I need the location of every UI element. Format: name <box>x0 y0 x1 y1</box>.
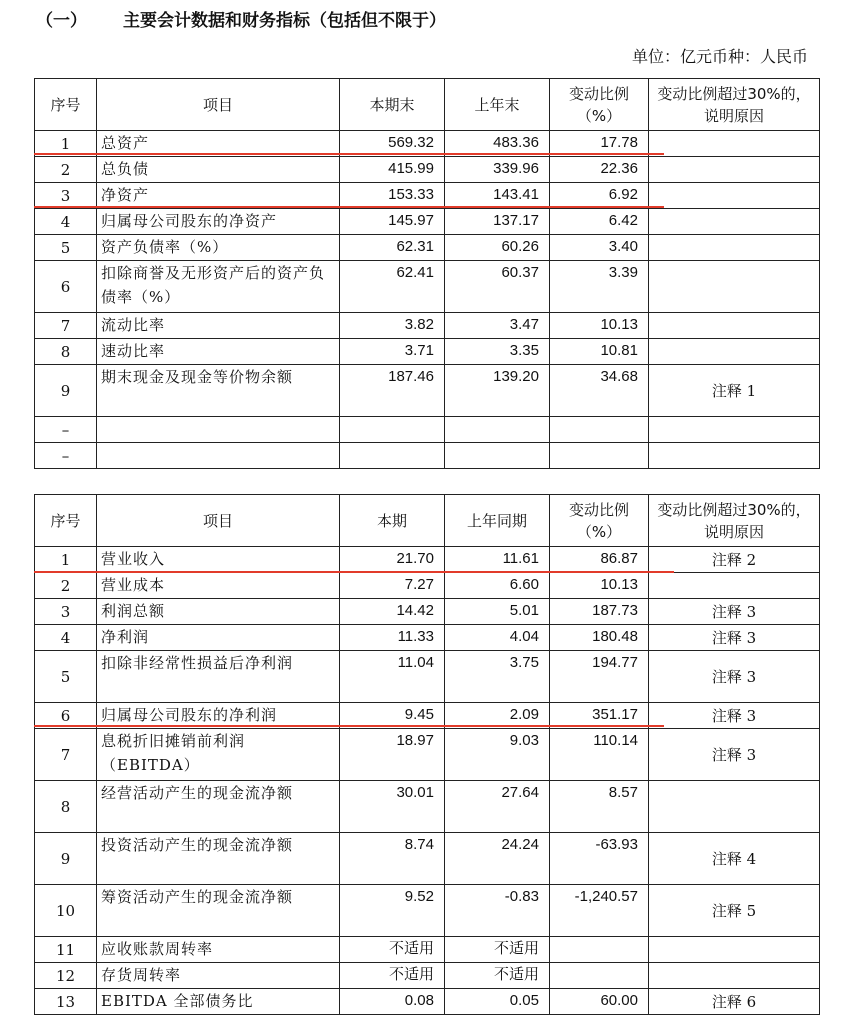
section-heading <box>36 6 446 31</box>
cell-current <box>340 417 445 443</box>
cell-change: 6.42 <box>550 209 649 235</box>
cell-change <box>550 963 649 989</box>
cell-item: 归属母公司股东的净利润 <box>97 703 340 729</box>
cell-previous: 4.04 <box>445 625 550 651</box>
cell-change: 187.73 <box>550 599 649 625</box>
header-seq: 序号 <box>35 495 97 547</box>
balance-sheet-table <box>34 78 820 469</box>
cell-item: 总负债 <box>97 157 340 183</box>
cell-reason <box>649 443 820 469</box>
cell-item: 息税折旧摊销前利润（EBITDA） <box>97 729 340 781</box>
cell-item: 投资活动产生的现金流净额 <box>97 833 340 885</box>
cell-item: 存货周转率 <box>97 963 340 989</box>
cell-previous: -0.83 <box>445 885 550 937</box>
cell-reason: 注释 3 <box>649 599 820 625</box>
cell-seq: 13 <box>35 989 97 1015</box>
table-header-row <box>35 495 820 547</box>
cell-item: 扣除非经常性损益后净利润 <box>97 651 340 703</box>
cell-current: 不适用 <box>340 937 445 963</box>
table-row <box>35 573 820 599</box>
cell-current: 8.74 <box>340 833 445 885</box>
cell-current: 7.27 <box>340 573 445 599</box>
header-current: 本期末 <box>340 79 445 131</box>
red-underline-total-assets <box>34 153 664 155</box>
cell-current: 30.01 <box>340 781 445 833</box>
cell-reason <box>649 209 820 235</box>
cell-previous: 143.41 <box>445 183 550 209</box>
cell-current: 不适用 <box>340 963 445 989</box>
header-previous: 上年同期 <box>445 495 550 547</box>
cell-current: 153.33 <box>340 183 445 209</box>
table-row <box>35 599 820 625</box>
cell-reason: 注释 3 <box>649 703 820 729</box>
cell-change: 22.36 <box>550 157 649 183</box>
header-previous: 上年末 <box>445 79 550 131</box>
cell-seq: 6 <box>35 703 97 729</box>
cell-seq: 3 <box>35 599 97 625</box>
table-row <box>35 651 820 703</box>
cell-reason: 注释 2 <box>649 547 820 573</box>
cell-previous <box>445 443 550 469</box>
cell-reason <box>649 573 820 599</box>
table-row <box>35 989 820 1015</box>
cell-previous: 不适用 <box>445 963 550 989</box>
cell-change: 180.48 <box>550 625 649 651</box>
header-reason: 变动比例超过30%的，说明原因 <box>649 79 820 131</box>
cell-current <box>340 443 445 469</box>
cell-seq: 6 <box>35 261 97 313</box>
cell-current: 0.08 <box>340 989 445 1015</box>
cell-item: 速动比率 <box>97 339 340 365</box>
cell-reason <box>649 781 820 833</box>
cell-change: 110.14 <box>550 729 649 781</box>
cell-current: 3.82 <box>340 313 445 339</box>
cell-item: 流动比率 <box>97 313 340 339</box>
cell-change: 6.92 <box>550 183 649 209</box>
header-seq: 序号 <box>35 79 97 131</box>
cell-previous: 139.20 <box>445 365 550 417</box>
cell-current: 18.97 <box>340 729 445 781</box>
unit-label: 单位：亿元币种：人民币 <box>631 47 808 66</box>
cell-previous: 11.61 <box>445 547 550 573</box>
cell-seq: 4 <box>35 209 97 235</box>
header-change: 变动比例（%） <box>550 495 649 547</box>
table-row <box>35 313 820 339</box>
cell-current: 145.97 <box>340 209 445 235</box>
section-number: （一） <box>36 11 87 31</box>
table-row <box>35 261 820 313</box>
cell-reason: 注释 3 <box>649 625 820 651</box>
cell-item: 应收账款周转率 <box>97 937 340 963</box>
cell-seq: 4 <box>35 625 97 651</box>
cell-reason: 注释 3 <box>649 729 820 781</box>
cell-change <box>550 443 649 469</box>
cell-change: 3.39 <box>550 261 649 313</box>
cell-reason: 注释 6 <box>649 989 820 1015</box>
table-row <box>35 963 820 989</box>
cell-reason <box>649 131 820 157</box>
cell-previous: 3.75 <box>445 651 550 703</box>
cell-previous <box>445 417 550 443</box>
cell-item <box>97 417 340 443</box>
table-row <box>35 625 820 651</box>
cell-previous: 24.24 <box>445 833 550 885</box>
cell-item: 经营活动产生的现金流净额 <box>97 781 340 833</box>
cell-seq: 8 <box>35 781 97 833</box>
table-row <box>35 443 820 469</box>
cell-current: 62.31 <box>340 235 445 261</box>
cell-reason <box>649 313 820 339</box>
cell-current: 11.33 <box>340 625 445 651</box>
table-row <box>35 547 820 573</box>
cell-reason: 注释 3 <box>649 651 820 703</box>
cell-seq: 5 <box>35 235 97 261</box>
cell-previous: 137.17 <box>445 209 550 235</box>
cell-change: -63.93 <box>550 833 649 885</box>
cell-change: 351.17 <box>550 703 649 729</box>
header-change: 变动比例（%） <box>550 79 649 131</box>
cell-change: 3.40 <box>550 235 649 261</box>
cell-reason <box>649 963 820 989</box>
table-header-row <box>35 79 820 131</box>
cell-seq: 1 <box>35 131 97 157</box>
cell-previous: 27.64 <box>445 781 550 833</box>
table-row <box>35 417 820 443</box>
cell-seq: 12 <box>35 963 97 989</box>
cell-reason <box>649 339 820 365</box>
cell-current: 21.70 <box>340 547 445 573</box>
cell-seq: 9 <box>35 833 97 885</box>
table-row <box>35 937 820 963</box>
cell-current: 3.71 <box>340 339 445 365</box>
cell-change: 17.78 <box>550 131 649 157</box>
cell-seq: 3 <box>35 183 97 209</box>
cell-seq: – <box>35 417 97 443</box>
cell-change: -1,240.57 <box>550 885 649 937</box>
cell-change: 10.13 <box>550 313 649 339</box>
cell-item: 期末现金及现金等价物余额 <box>97 365 340 417</box>
cell-current: 569.32 <box>340 131 445 157</box>
cell-current: 11.04 <box>340 651 445 703</box>
cell-item: 营业收入 <box>97 547 340 573</box>
cell-seq: 2 <box>35 157 97 183</box>
cell-change: 10.81 <box>550 339 649 365</box>
cell-current: 62.41 <box>340 261 445 313</box>
cell-item: 净利润 <box>97 625 340 651</box>
cell-previous: 0.05 <box>445 989 550 1015</box>
cell-current: 415.99 <box>340 157 445 183</box>
cell-item: 净资产 <box>97 183 340 209</box>
cell-current: 14.42 <box>340 599 445 625</box>
cell-item: 总资产 <box>97 131 340 157</box>
header-current: 本期 <box>340 495 445 547</box>
cell-previous: 339.96 <box>445 157 550 183</box>
cell-item: 营业成本 <box>97 573 340 599</box>
cell-previous: 不适用 <box>445 937 550 963</box>
cell-item: EBITDA 全部债务比 <box>97 989 340 1015</box>
cell-current: 9.52 <box>340 885 445 937</box>
cell-change <box>550 417 649 443</box>
cell-previous: 3.35 <box>445 339 550 365</box>
section-title: 主要会计数据和财务指标（包括但不限于） <box>123 11 446 31</box>
cell-seq: 5 <box>35 651 97 703</box>
cell-seq: 7 <box>35 729 97 781</box>
cell-item: 利润总额 <box>97 599 340 625</box>
cell-item: 筹资活动产生的现金流净额 <box>97 885 340 937</box>
cell-reason: 注释 1 <box>649 365 820 417</box>
cell-seq: 1 <box>35 547 97 573</box>
cell-item <box>97 443 340 469</box>
cell-seq: 9 <box>35 365 97 417</box>
cell-previous: 6.60 <box>445 573 550 599</box>
table-row <box>35 729 820 781</box>
cell-reason: 注释 4 <box>649 833 820 885</box>
table-row <box>35 157 820 183</box>
red-underline-net-assets <box>34 206 664 208</box>
header-item: 项目 <box>97 79 340 131</box>
cell-item: 归属母公司股东的净资产 <box>97 209 340 235</box>
cell-seq: – <box>35 443 97 469</box>
table-row <box>35 833 820 885</box>
cell-previous: 60.37 <box>445 261 550 313</box>
table-row <box>35 885 820 937</box>
cell-item: 扣除商誉及无形资产后的资产负债率（%） <box>97 261 340 313</box>
cell-reason <box>649 157 820 183</box>
table-row <box>35 235 820 261</box>
cell-previous: 5.01 <box>445 599 550 625</box>
table-row <box>35 183 820 209</box>
cell-current: 187.46 <box>340 365 445 417</box>
cell-seq: 2 <box>35 573 97 599</box>
cell-change: 34.68 <box>550 365 649 417</box>
cell-reason <box>649 183 820 209</box>
cell-change: 194.77 <box>550 651 649 703</box>
cell-reason <box>649 417 820 443</box>
cell-previous: 9.03 <box>445 729 550 781</box>
cell-change: 10.13 <box>550 573 649 599</box>
cell-seq: 8 <box>35 339 97 365</box>
cell-seq: 7 <box>35 313 97 339</box>
red-underline-net-profit <box>34 725 664 727</box>
cell-seq: 10 <box>35 885 97 937</box>
cell-change <box>550 937 649 963</box>
table-row <box>35 209 820 235</box>
cell-item: 资产负债率（%） <box>97 235 340 261</box>
cell-seq: 11 <box>35 937 97 963</box>
cell-previous: 60.26 <box>445 235 550 261</box>
cell-change: 86.87 <box>550 547 649 573</box>
cell-reason <box>649 261 820 313</box>
cell-reason <box>649 937 820 963</box>
table-row <box>35 781 820 833</box>
cell-reason <box>649 235 820 261</box>
red-underline-revenue <box>34 571 674 573</box>
cell-previous: 2.09 <box>445 703 550 729</box>
cell-change: 60.00 <box>550 989 649 1015</box>
header-reason: 变动比例超过30%的，说明原因 <box>649 495 820 547</box>
cell-change: 8.57 <box>550 781 649 833</box>
cell-previous: 483.36 <box>445 131 550 157</box>
table-row <box>35 365 820 417</box>
cell-reason: 注释 5 <box>649 885 820 937</box>
cell-previous: 3.47 <box>445 313 550 339</box>
cell-current: 9.45 <box>340 703 445 729</box>
table-row <box>35 339 820 365</box>
header-item: 项目 <box>97 495 340 547</box>
